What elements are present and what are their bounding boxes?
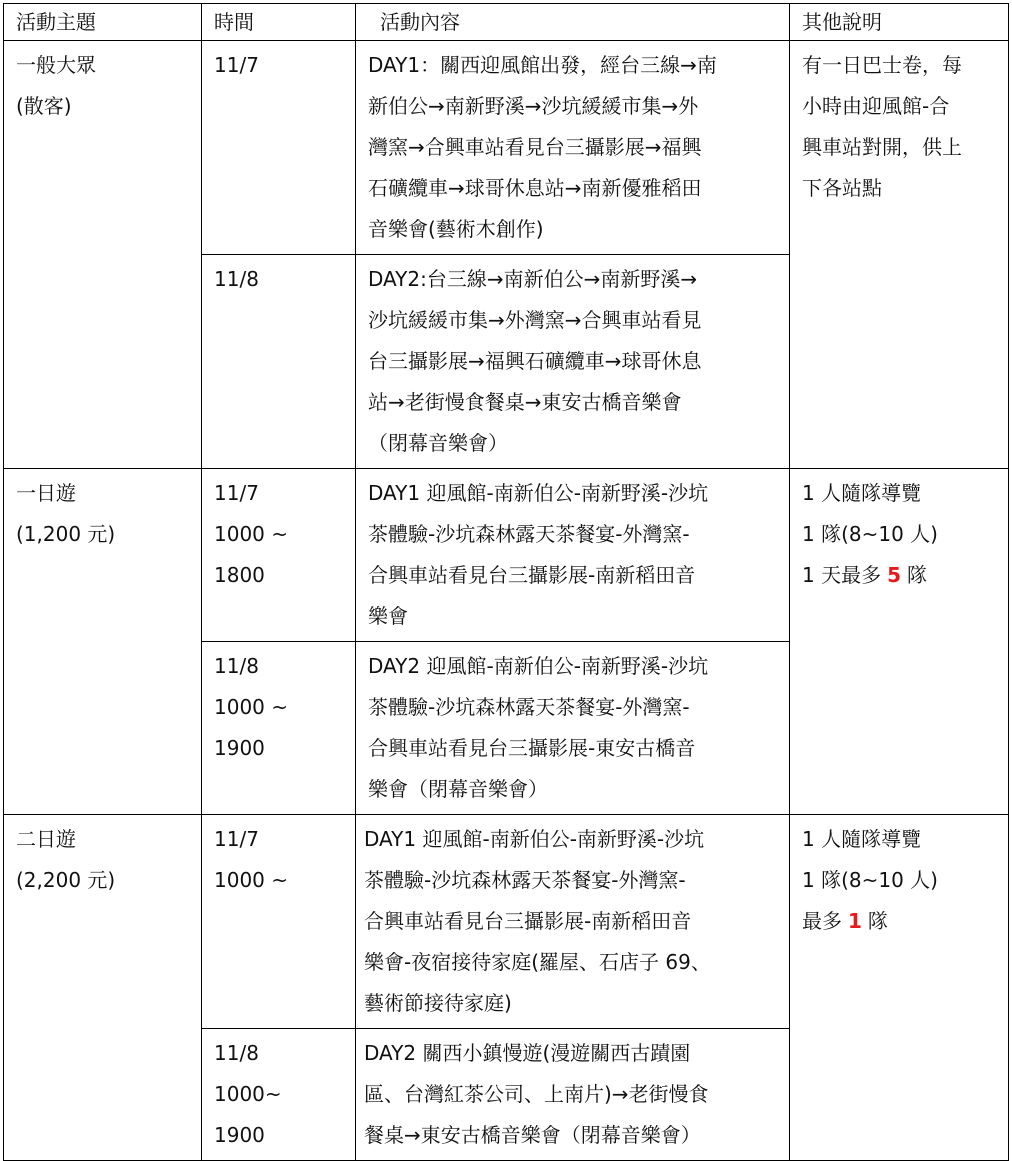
time-line: 11/7 xyxy=(214,481,259,505)
content-line: DAY2 關西小鎮慢遊(漫遊關西古蹟園 xyxy=(364,1041,691,1065)
content-line: 台三攝影展→福興石礦纜車→球哥休息 xyxy=(368,349,702,373)
time-line: 11/8 xyxy=(214,654,259,678)
theme-line: 二日遊 xyxy=(16,827,76,851)
time-line: 1000~ xyxy=(214,1082,282,1106)
notes-text: 隊 xyxy=(867,909,888,933)
table-row xyxy=(4,41,1009,255)
content-line: DAY1 迎風館-南新伯公-南新野溪-沙坑 xyxy=(364,827,705,851)
theme-line: (2,200 元) xyxy=(16,868,116,892)
notes-line: 小時由迎風館-合 xyxy=(802,94,950,118)
content-line: （閉幕音樂會） xyxy=(368,431,508,455)
content-line: 餐桌→東安古橋音樂會（閉幕音樂會） xyxy=(364,1123,701,1147)
notes-line: 下各站點 xyxy=(802,176,882,200)
content-line: 樂會（閉幕音樂會） xyxy=(368,777,548,801)
content-line: DAY1：關西迎風館出發，經台三線→南 xyxy=(368,53,717,77)
time-line: 11/7 xyxy=(214,827,259,851)
content-cell xyxy=(356,642,790,815)
table-row xyxy=(4,469,1009,642)
content-cell xyxy=(356,1029,790,1161)
table-row xyxy=(4,815,1009,1029)
content-line: 茶體驗-沙坑森林露天茶餐宴-外灣窯- xyxy=(364,868,686,892)
notes-cell xyxy=(790,815,1009,1161)
content-line: 石礦纜車→球哥休息站→南新優雅稻田 xyxy=(368,176,702,200)
notes-line xyxy=(802,555,998,596)
time-cell xyxy=(202,255,356,469)
content-line: 區、台灣紅茶公司、上南片)→老街慢食 xyxy=(364,1082,709,1106)
header-row xyxy=(4,4,1009,41)
theme-cell xyxy=(4,815,202,1161)
notes-line: 1 隊(8~10 人) xyxy=(802,522,938,546)
time-cell xyxy=(202,1029,356,1161)
activity-schedule-table xyxy=(3,3,1009,1161)
time-line: 1000 ~ xyxy=(214,695,289,719)
content-line: 音樂會(藝術木創作) xyxy=(368,217,544,241)
notes-line xyxy=(802,901,998,942)
content-line: 合興車站看見台三攝影展-南新稻田音 xyxy=(364,909,692,933)
notes-text: 最多 xyxy=(802,909,842,933)
content-line: 藝術節接待家庭) xyxy=(364,991,512,1015)
content-line: 樂會 xyxy=(368,604,408,628)
notes-line: 興車站對開，供上 xyxy=(802,135,962,159)
content-cell xyxy=(356,469,790,642)
content-line: 合興車站看見台三攝影展-東安古橋音 xyxy=(368,736,696,760)
time-line: 11/8 xyxy=(214,267,259,291)
content-line: 茶體驗-沙坑森林露天茶餐宴-外灣窯- xyxy=(368,522,690,546)
max-teams-value: 5 xyxy=(887,563,902,587)
header-theme: 活動主題 xyxy=(4,4,202,41)
notes-cell xyxy=(790,41,1009,469)
theme-line: (散客) xyxy=(16,94,72,118)
time-line: 1900 xyxy=(214,1123,265,1147)
content-cell xyxy=(356,255,790,469)
time-cell xyxy=(202,642,356,815)
time-line: 11/7 xyxy=(214,53,259,77)
notes-line: 1 人隨隊導覽 xyxy=(802,481,922,505)
time-line: 1000 ~ xyxy=(214,522,289,546)
header-notes: 其他說明 xyxy=(790,4,1009,41)
notes-line: 1 人隨隊導覽 xyxy=(802,827,922,851)
content-line: 灣窯→合興車站看見台三攝影展→福興 xyxy=(368,135,702,159)
time-line: 1900 xyxy=(214,736,265,760)
content-line: DAY2 迎風館-南新伯公-南新野溪-沙坑 xyxy=(368,654,709,678)
notes-cell xyxy=(790,469,1009,815)
content-line: 站→老街慢食餐桌→東安古橋音樂會 xyxy=(368,390,682,414)
notes-line: 有一日巴士卷，每 xyxy=(802,53,962,77)
content-line: 沙坑緩緩市集→外灣窯→合興車站看見 xyxy=(368,308,702,332)
content-line: 合興車站看見台三攝影展-南新稻田音 xyxy=(368,563,696,587)
time-cell xyxy=(202,41,356,255)
time-cell xyxy=(202,815,356,1029)
theme-line: (1,200 元) xyxy=(16,522,116,546)
content-cell xyxy=(356,41,790,255)
content-cell xyxy=(356,815,790,1029)
notes-line: 1 隊(8~10 人) xyxy=(802,868,938,892)
theme-line: 一日遊 xyxy=(16,481,76,505)
max-teams-value: 1 xyxy=(848,909,862,933)
content-line: 茶體驗-沙坑森林露天茶餐宴-外灣窯- xyxy=(368,695,690,719)
notes-text: 隊 xyxy=(907,563,928,587)
theme-cell xyxy=(4,41,202,469)
time-line: 1000 ~ xyxy=(214,868,289,892)
time-line: 11/8 xyxy=(214,1041,259,1065)
content-line: DAY2:台三線→南新伯公→南新野溪→ xyxy=(368,267,698,291)
notes-text: 1 天最多 xyxy=(802,563,882,587)
theme-line: 一般大眾 xyxy=(16,53,96,77)
theme-cell xyxy=(4,469,202,815)
time-line: 1800 xyxy=(214,563,265,587)
content-line: DAY1 迎風館-南新伯公-南新野溪-沙坑 xyxy=(368,481,709,505)
content-line: 新伯公→南新野溪→沙坑緩緩市集→外 xyxy=(368,94,699,118)
content-line: 樂會-夜宿接待家庭(羅屋、石店子 69、 xyxy=(364,950,711,974)
time-cell xyxy=(202,469,356,642)
header-content: 活動內容 xyxy=(356,4,790,41)
header-time: 時間 xyxy=(202,4,356,41)
